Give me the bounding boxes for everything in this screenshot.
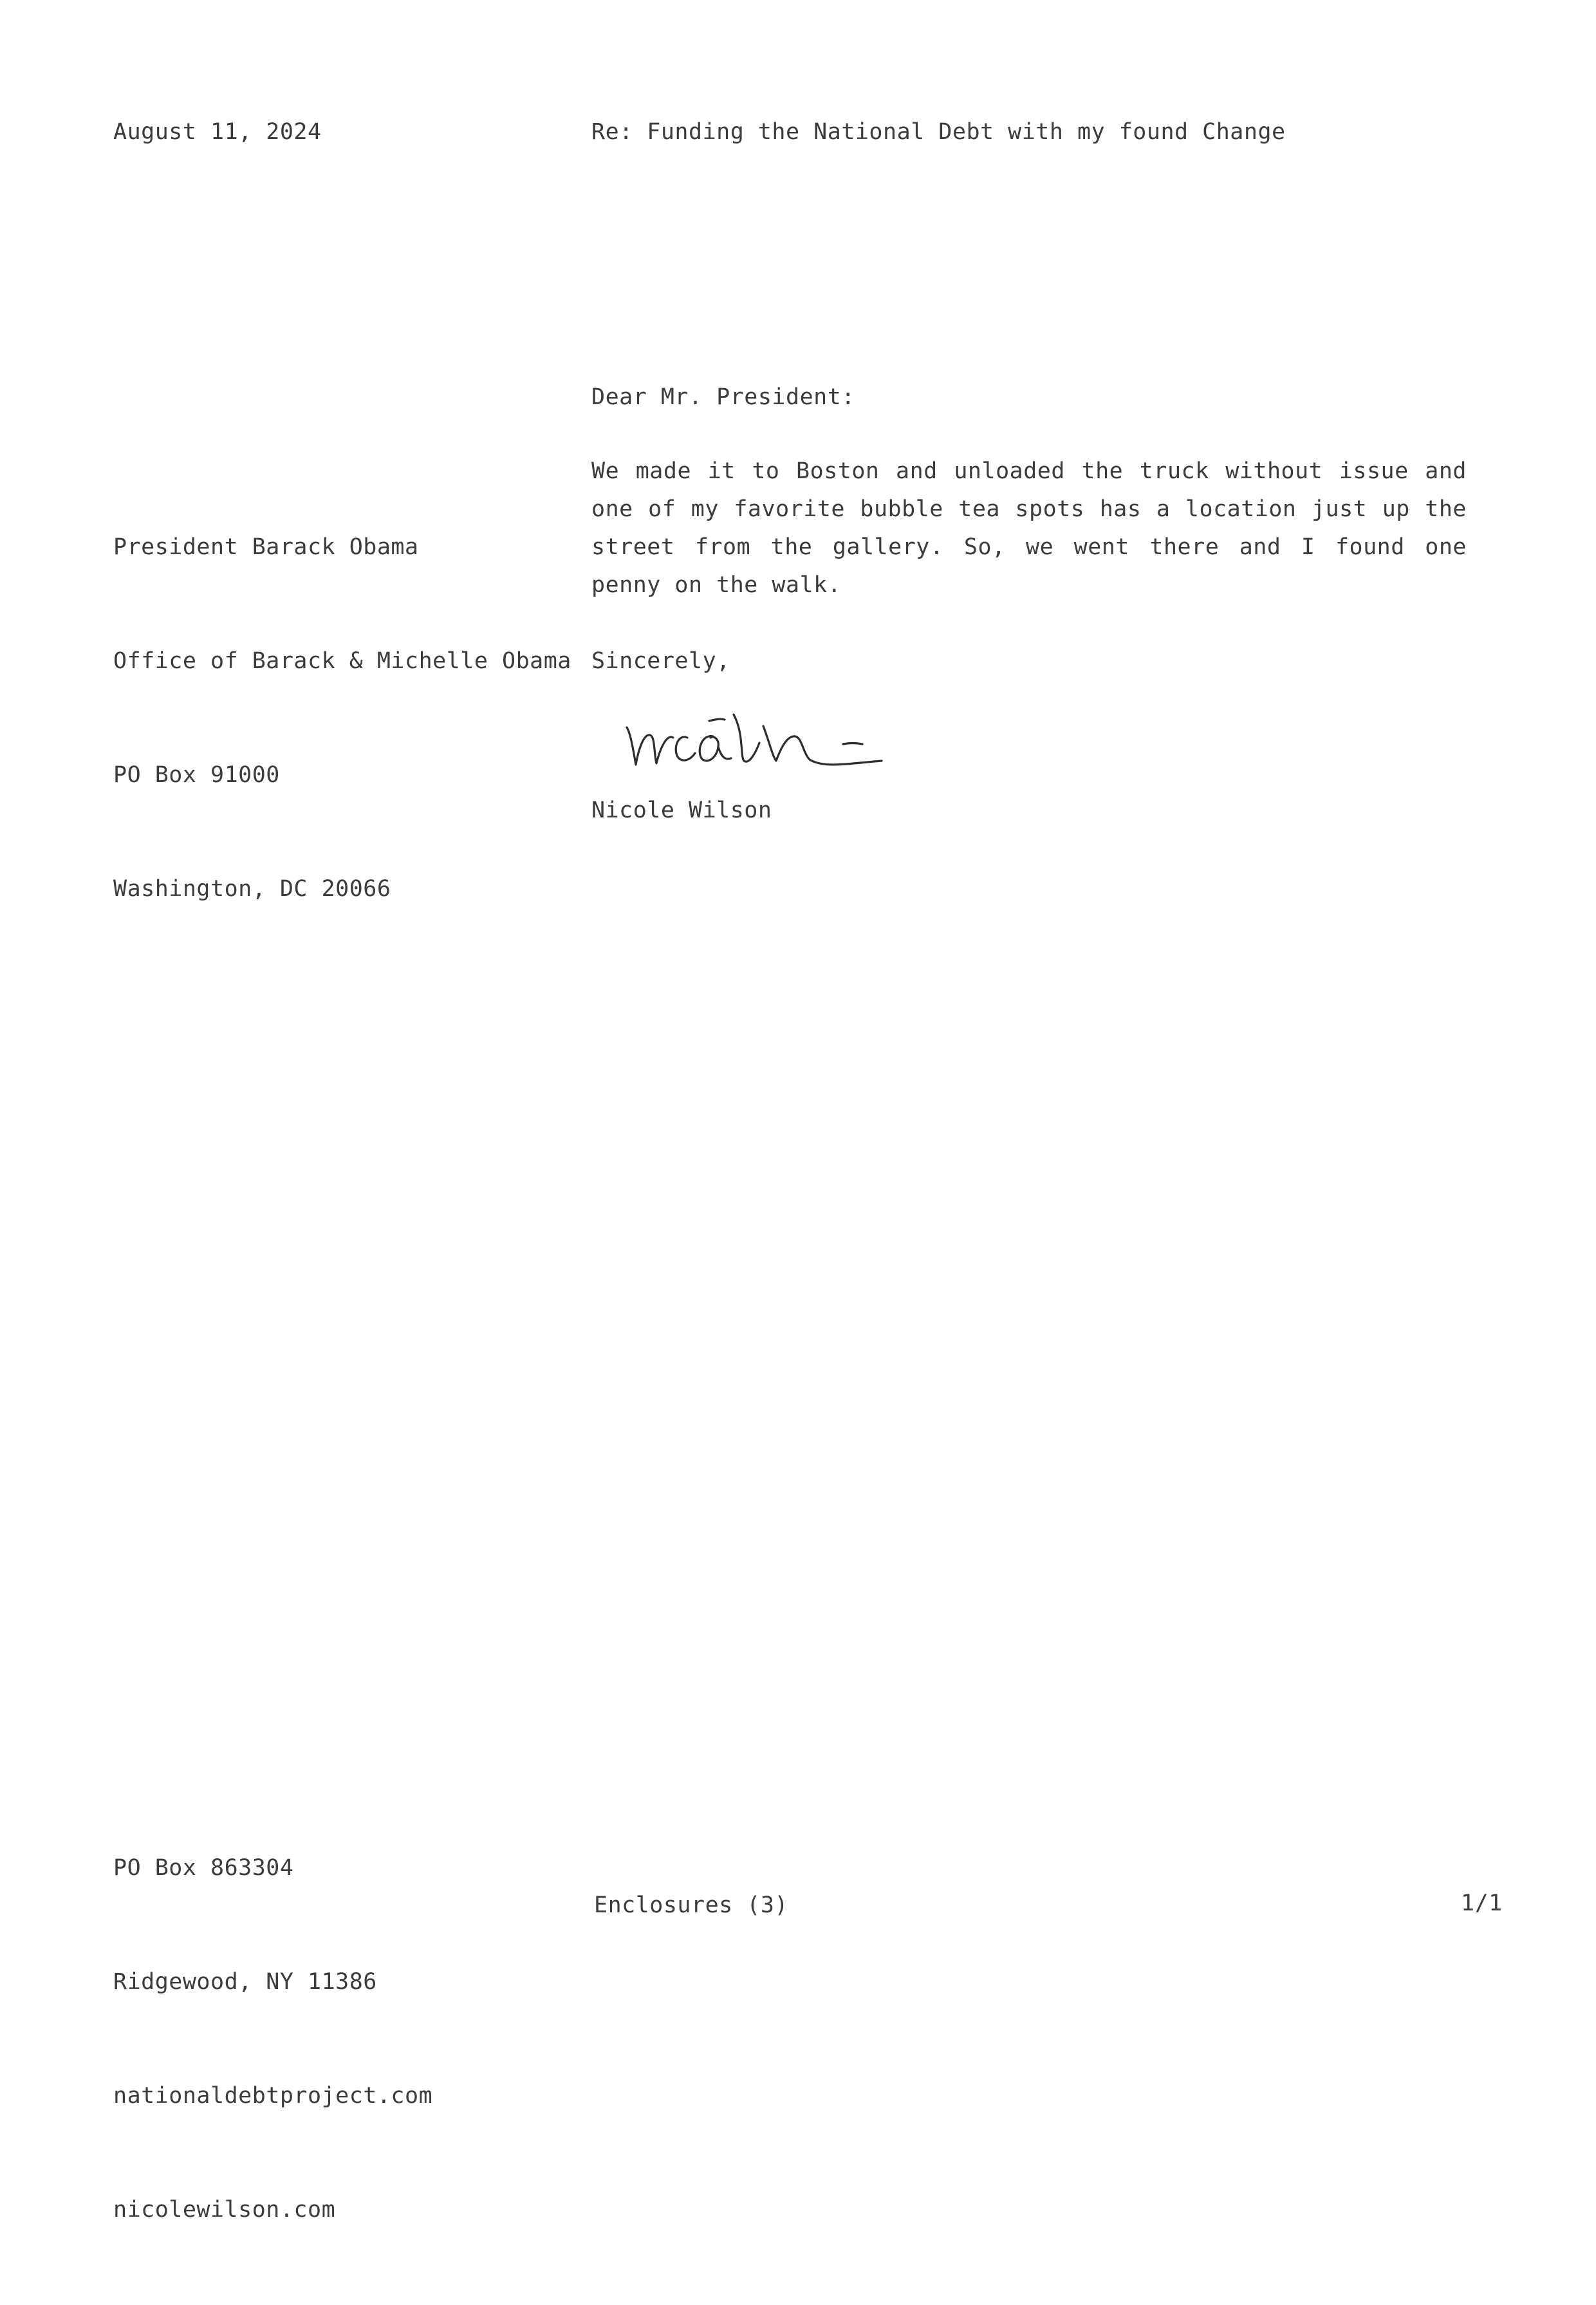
recipient-address [113,453,571,984]
salutation: Dear Mr. President: [591,384,855,410]
enclosures-note: Enclosures (3) [594,1892,789,1918]
sender-website-link: nicolewilson.com [113,2197,336,2223]
recipient-line: President Barack Obama [113,534,419,560]
closing: Sincerely, [591,648,730,674]
sender-website-link: nationaldebtproject.com [113,2083,433,2109]
letter-date: August 11, 2024 [113,119,322,145]
sender-address-line: PO Box 863304 [113,1855,294,1881]
signature-icon [618,689,914,779]
recipient-line: Washington, DC 20066 [113,876,391,902]
sender-address [113,1773,432,2305]
letter-body: We made it to Boston and unloaded the truck without issue and one of my favorite bubble tea spots has a location just up the street from the gallery. So, we went there and I found one penny on the walk. [591,458,1467,598]
sender-address-line: Ridgewood, NY 11386 [113,1969,377,1995]
recipient-line: PO Box 91000 [113,762,280,788]
letter-subject: Re: Funding the National Debt with my found Change [591,119,1286,145]
page-number: 1/1 [1461,1890,1503,1916]
recipient-line: Office of Barack & Michelle Obama [113,648,571,674]
signer-name: Nicole Wilson [591,798,772,823]
